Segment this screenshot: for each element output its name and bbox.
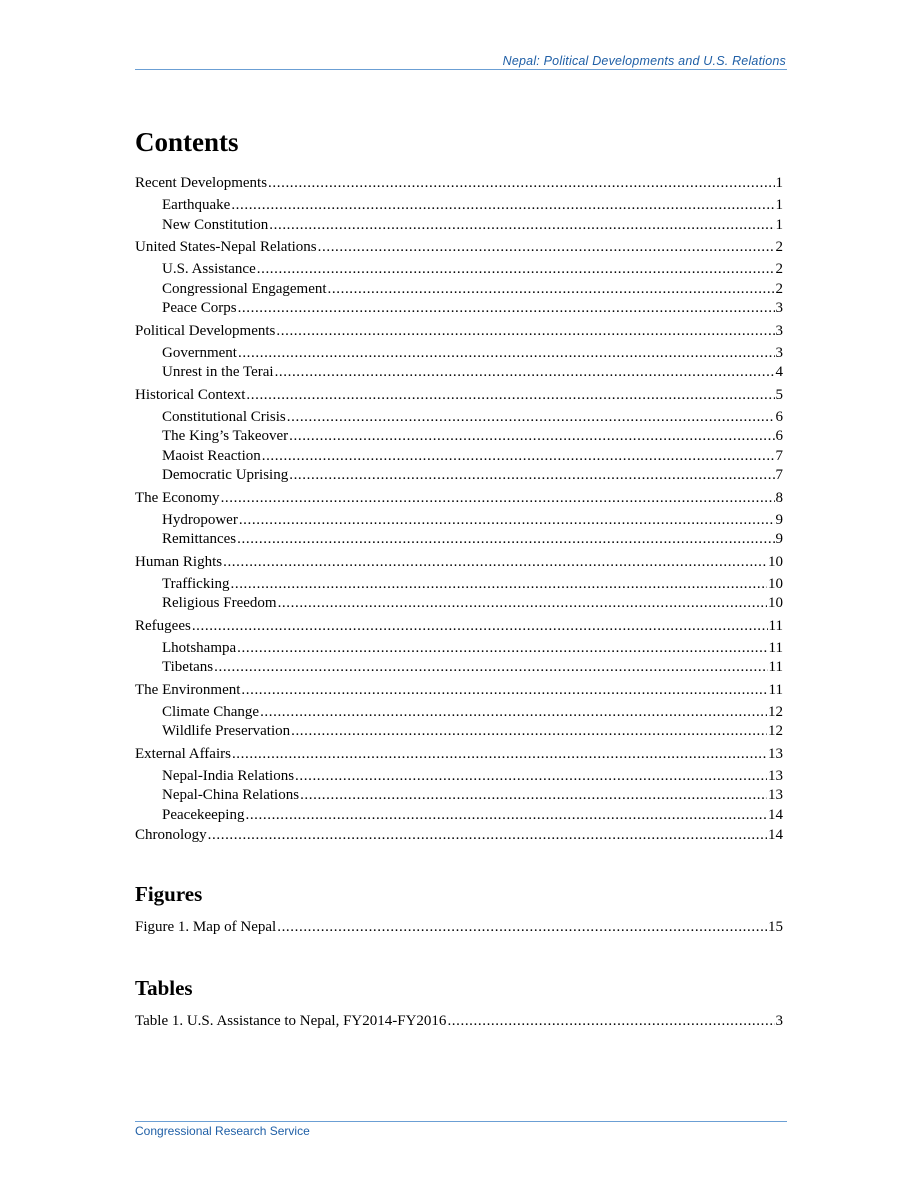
footer-source: Congressional Research Service [135, 1124, 310, 1138]
toc-entry[interactable]: Lhotshampa ..... 11 [135, 639, 783, 659]
toc-entry[interactable]: Table 1. U.S. Assistance to Nepal, FY2014-FY2016 ..... 3 [135, 1012, 783, 1032]
toc-entry[interactable]: Congressional Engagement ..... 2 [135, 280, 783, 300]
contents-heading: Contents [135, 127, 239, 157]
toc-entry[interactable]: Nepal-India Relations ..... 13 [135, 767, 783, 787]
toc-entry[interactable]: Chronology ..... 14 [135, 826, 783, 846]
toc-entry[interactable]: The Environment ..... 11 [135, 681, 783, 701]
toc-entry[interactable]: Remittances ..... 9 [135, 530, 783, 550]
toc-entry[interactable]: Historical Context ..... 5 [135, 386, 783, 406]
toc-entry[interactable]: New Constitution ..... 1 [135, 216, 783, 236]
toc-entry[interactable]: Nepal-China Relations ..... 13 [135, 786, 783, 806]
toc-entry[interactable]: Religious Freedom ..... 10 [135, 594, 783, 614]
toc-entry[interactable]: Unrest in the Terai ..... 4 [135, 363, 783, 383]
toc-entry[interactable]: The Economy ..... 8 [135, 489, 783, 509]
contents-list [135, 174, 783, 845]
toc-entry[interactable]: Figure 1. Map of Nepal ..... 15 [135, 918, 783, 938]
toc-entry[interactable]: Political Developments ..... 3 [135, 322, 783, 342]
toc-entry[interactable]: Recent Developments ..... 1 [135, 174, 783, 194]
toc-entry[interactable]: Tibetans ..... 11 [135, 658, 783, 678]
tables-list [135, 1012, 783, 1032]
toc-entry[interactable]: Maoist Reaction ..... 7 [135, 447, 783, 467]
figures-list [135, 918, 783, 938]
toc-entry[interactable]: Trafficking ..... 10 [135, 575, 783, 595]
toc-entry[interactable]: External Affairs ..... 13 [135, 745, 783, 765]
figures-heading: Figures [135, 882, 203, 906]
footer-rule [135, 1121, 787, 1122]
toc-entry[interactable]: U.S. Assistance ..... 2 [135, 260, 783, 280]
toc-entry[interactable]: The King’s Takeover ..... 6 [135, 427, 783, 447]
toc-entry[interactable]: Refugees ..... 11 [135, 617, 783, 637]
toc-entry[interactable]: Human Rights ..... 10 [135, 553, 783, 573]
toc-entry[interactable]: Peacekeeping ..... 14 [135, 806, 783, 826]
toc-entry[interactable]: Earthquake ..... 1 [135, 196, 783, 216]
running-title: Nepal: Political Developments and U.S. Relations [502, 54, 786, 68]
toc-entry[interactable]: United States-Nepal Relations ..... 2 [135, 238, 783, 258]
toc-entry[interactable]: Climate Change ..... 12 [135, 703, 783, 723]
toc-entry[interactable]: Wildlife Preservation ..... 12 [135, 722, 783, 742]
toc-entry[interactable]: Constitutional Crisis ..... 6 [135, 408, 783, 428]
toc-entry[interactable]: Democratic Uprising ..... 7 [135, 466, 783, 486]
toc-entry[interactable]: Peace Corps ..... 3 [135, 299, 783, 319]
toc-entry[interactable]: Government ..... 3 [135, 344, 783, 364]
toc-entry[interactable]: Hydropower ..... 9 [135, 511, 783, 531]
header-rule [135, 69, 787, 70]
tables-heading: Tables [135, 976, 193, 1000]
